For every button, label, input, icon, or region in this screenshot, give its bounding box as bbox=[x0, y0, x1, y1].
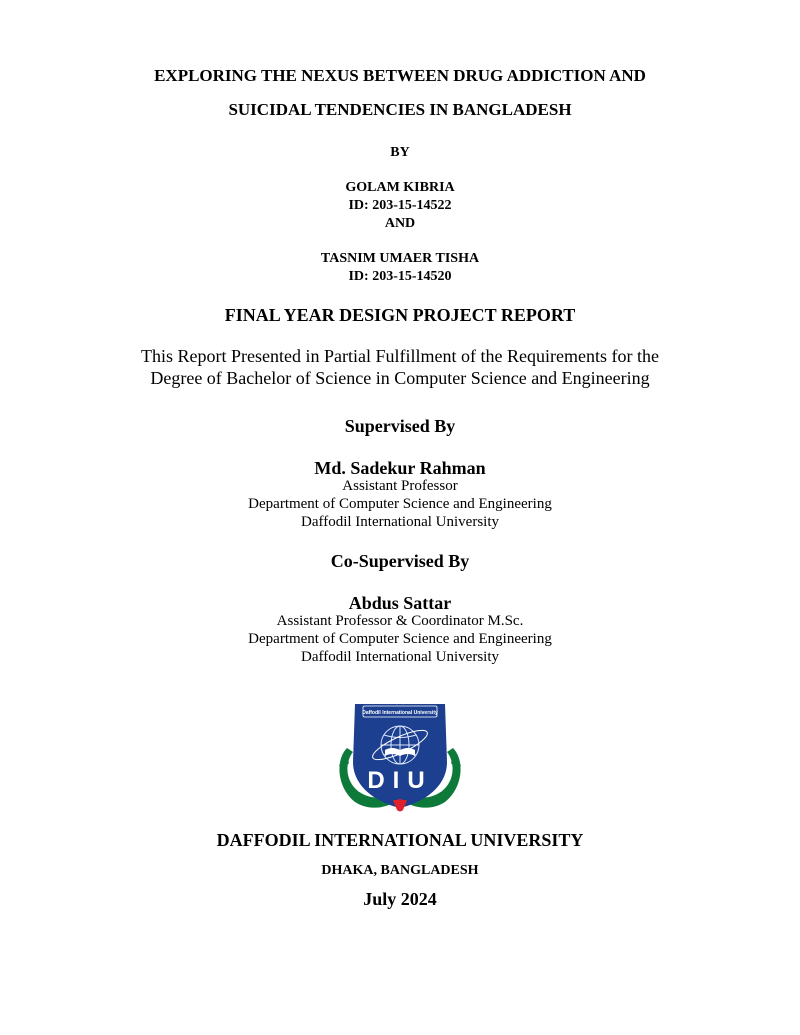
co-supervisor-label: Co-Supervised By bbox=[330, 551, 470, 571]
report-title-line-1: EXPLORING THE NEXUS BETWEEN DRUG ADDICTION AND bbox=[154, 66, 646, 85]
co-supervisor-title: Assistant Professor & Coordinator M.Sc. bbox=[276, 613, 524, 629]
author1-name: GOLAM KIBRIA bbox=[345, 180, 455, 195]
supervisor-department: Department of Computer Science and Engineering bbox=[248, 496, 552, 512]
report-title-line-2: SUICIDAL TENDENCIES IN BANGLADESH bbox=[228, 100, 572, 119]
report-type: FINAL YEAR DESIGN PROJECT REPORT bbox=[224, 305, 576, 325]
logo-banner-text: Daffodil International University bbox=[362, 710, 438, 716]
supervisor-university: Daffodil International University bbox=[300, 514, 499, 530]
purpose-line-2: Degree of Bachelor of Science in Computer Science and Engineering bbox=[150, 368, 650, 388]
author2-id: ID: 203-15-14520 bbox=[348, 269, 452, 284]
author1-id: ID: 203-15-14522 bbox=[348, 198, 452, 213]
supervisor-label: Supervised By bbox=[344, 416, 456, 436]
author2-name: TASNIM UMAER TISHA bbox=[320, 251, 480, 266]
purpose-line-1: This Report Presented in Partial Fulfillment of the Requirements for the bbox=[141, 346, 659, 366]
supervisor-name: Md. Sadekur Rahman bbox=[314, 458, 486, 478]
university-logo bbox=[333, 690, 467, 814]
footer-location: DHAKA, BANGLADESH bbox=[321, 863, 479, 878]
and-label: AND bbox=[384, 216, 416, 231]
by-label: BY bbox=[390, 145, 410, 160]
footer-university: DAFFODIL INTERNATIONAL UNIVERSITY bbox=[216, 830, 584, 850]
co-supervisor-name: Abdus Sattar bbox=[348, 593, 452, 613]
logo-letters: DIU bbox=[367, 767, 433, 794]
supervisor-title: Assistant Professor bbox=[342, 478, 458, 494]
footer-date: July 2024 bbox=[363, 889, 437, 909]
star-icon bbox=[395, 694, 406, 705]
co-supervisor-university: Daffodil International University bbox=[300, 649, 499, 665]
co-supervisor-department: Department of Computer Science and Engineering bbox=[248, 631, 552, 647]
